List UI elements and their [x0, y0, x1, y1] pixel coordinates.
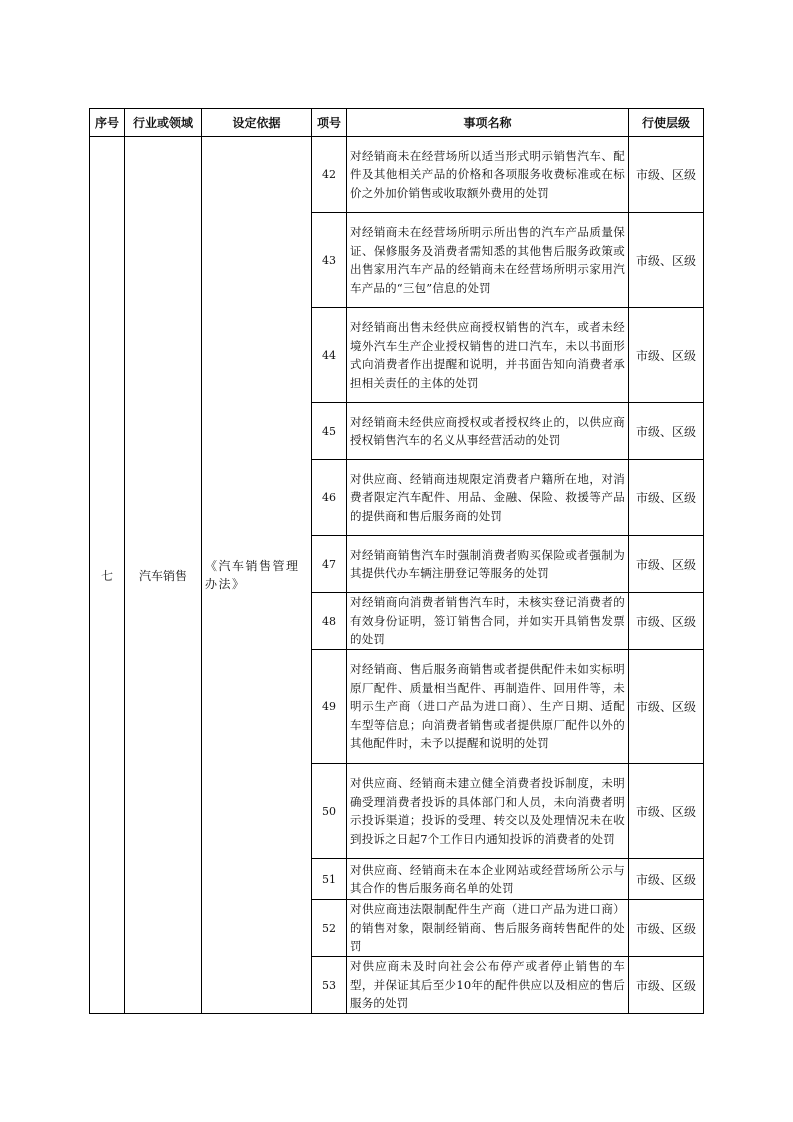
item-level: 市级、区级	[629, 900, 704, 957]
item-level: 市级、区级	[629, 764, 704, 859]
item-level: 市级、区级	[629, 957, 704, 1014]
item-level: 市级、区级	[629, 137, 704, 213]
item-level: 市级、区级	[629, 213, 704, 308]
item-name: 对供应商、经销商违规限定消费者户籍所在地，对消费者限定汽车配件、用品、金融、保险、救援等产品的提供商和售后服务商的处罚	[347, 460, 629, 536]
item-level: 市级、区级	[629, 536, 704, 593]
item-number: 43	[312, 213, 347, 308]
header-industry: 行业或领域	[125, 109, 202, 137]
group-basis-cell: 《汽车销售管理办法》	[202, 137, 312, 1014]
item-name: 对经销商未经供应商授权或者授权终止的，以供应商授权销售汽车的名义从事经营活动的处罚	[347, 403, 629, 460]
header-level: 行使层级	[629, 109, 704, 137]
item-level: 市级、区级	[629, 859, 704, 900]
item-number: 45	[312, 403, 347, 460]
item-name: 对经销商、售后服务商销售或者提供配件未如实标明原厂配件、质量相当配件、再制造件、回用件等，未明示生产商（进口产品为进口商）、生产日期、适配车型等信息；向消费者销售或者提供原厂配件以外的其他配件时，未予以提醒和说明的处罚	[347, 650, 629, 764]
item-name: 对经销商未在经营场所以适当形式明示销售汽车、配件及其他相关产品的价格和各项服务收费标准或在标价之外加价销售或收取额外费用的处罚	[347, 137, 629, 213]
item-number: 47	[312, 536, 347, 593]
item-number: 49	[312, 650, 347, 764]
item-number: 50	[312, 764, 347, 859]
item-number: 46	[312, 460, 347, 536]
item-name: 对经销商向消费者销售汽车时，未核实登记消费者的有效身份证明，签订销售合同，并如实开具销售发票的处罚	[347, 593, 629, 650]
header-item-name: 事项名称	[347, 109, 629, 137]
item-name: 对经销商未在经营场所明示所出售的汽车产品质量保证、保修服务及消费者需知悉的其他售后服务政策或出售家用汽车产品的经销商未在经营场所明示家用汽车产品的“三包”信息的处罚	[347, 213, 629, 308]
item-number: 42	[312, 137, 347, 213]
item-number: 51	[312, 859, 347, 900]
item-name: 对供应商、经销商未在本企业网站或经营场所公示与其合作的售后服务商名单的处罚	[347, 859, 629, 900]
header-row	[90, 109, 704, 137]
item-name: 对经销商出售未经供应商授权销售的汽车，或者未经境外汽车生产企业授权销售的进口汽车，未以书面形式向消费者作出提醒和说明，并书面告知向消费者承担相关责任的主体的处罚	[347, 308, 629, 403]
item-number: 53	[312, 957, 347, 1014]
item-level: 市级、区级	[629, 403, 704, 460]
group-industry-cell: 汽车销售	[125, 137, 202, 1014]
enforcement-items-table	[89, 108, 704, 1014]
item-number: 48	[312, 593, 347, 650]
group-seq-cell: 七	[90, 137, 125, 1014]
table-row	[90, 137, 704, 213]
item-name: 对供应商违法限制配件生产商（进口产品为进口商）的销售对象，限制经销商、售后服务商转售配件的处罚	[347, 900, 629, 957]
header-seq: 序号	[90, 109, 125, 137]
item-level: 市级、区级	[629, 308, 704, 403]
header-basis: 设定依据	[202, 109, 312, 137]
header-item-no: 项号	[312, 109, 347, 137]
item-name: 对经销商销售汽车时强制消费者购买保险或者强制为其提供代办车辆注册登记等服务的处罚	[347, 536, 629, 593]
item-name: 对供应商、经销商未建立健全消费者投诉制度，未明确受理消费者投诉的具体部门和人员，未向消费者明示投诉渠道；投诉的受理、转交以及处理情况未在收到投诉之日起7个工作日内通知投诉的消费者的处罚	[347, 764, 629, 859]
item-level: 市级、区级	[629, 650, 704, 764]
item-level: 市级、区级	[629, 460, 704, 536]
item-number: 44	[312, 308, 347, 403]
item-name: 对供应商未及时向社会公布停产或者停止销售的车型，并保证其后至少10年的配件供应以及相应的售后服务的处罚	[347, 957, 629, 1014]
item-level: 市级、区级	[629, 593, 704, 650]
item-number: 52	[312, 900, 347, 957]
